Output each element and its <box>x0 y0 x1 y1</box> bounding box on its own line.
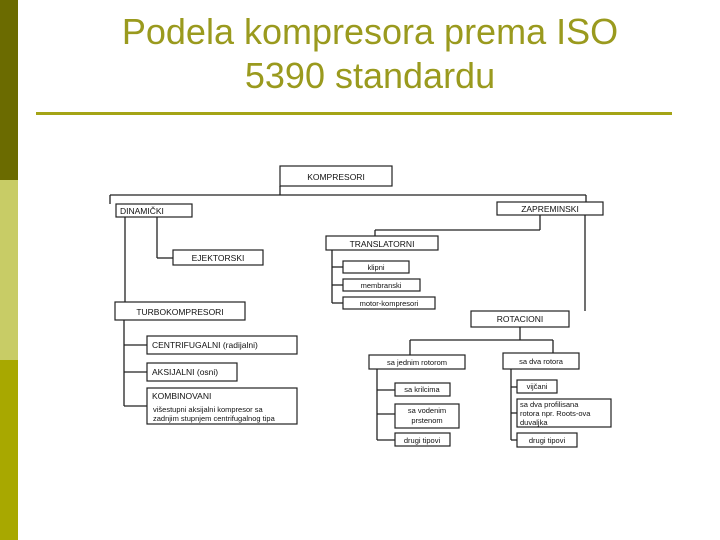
label-translatorni: TRANSLATORNI <box>349 239 415 249</box>
label-drugi-tipovi-2: drugi tipovi <box>528 436 566 445</box>
label-rotacioni: ROTACIONI <box>496 314 544 324</box>
label-zapreminski: ZAPREMINSKI <box>521 204 579 214</box>
label-jedan-rotor: sa jednim rotorom <box>386 358 448 367</box>
slide-title-line-1: Podela kompresora prema ISO <box>121 11 619 52</box>
label-vodenim-2: prstenom <box>411 416 443 425</box>
label-vijcani: vijčani <box>526 382 548 391</box>
label-profilisana-2: rotora npr. Roots-ova <box>520 409 591 418</box>
label-aksijalni: AKSIJALNI (osni) <box>152 367 219 377</box>
label-ejektorski: EJEKTORSKI <box>191 253 245 263</box>
label-motor-kompresori: motor-kompresori <box>359 299 419 308</box>
label-turbokompresori: TURBOKOMPRESORI <box>136 307 224 317</box>
label-membranski: membranski <box>360 281 402 290</box>
label-klipni: klipni <box>367 263 385 272</box>
label-profilisana-1: sa dva profilisana <box>520 400 579 409</box>
label-profilisana-3: duvaljka <box>520 418 548 427</box>
label-kompresori: KOMPRESORI <box>307 172 365 182</box>
label-dva-rotora: sa dva rotora <box>519 357 563 366</box>
label-vodenim-1: sa vodenim <box>407 406 447 415</box>
label-kombinovani-desc-2: zadnjim stupnjem centrifugalnog tipa <box>153 414 275 423</box>
slide-title-line-2: 5390 standardu <box>244 55 496 96</box>
label-krilcima: sa krilcima <box>404 385 440 394</box>
label-dinamicki: DINAMIČKI <box>120 206 164 216</box>
label-drugi-tipovi-1: drugi tipovi <box>403 436 441 445</box>
label-kombinovani: KOMBINOVANI <box>152 391 212 401</box>
label-centrifugalni: CENTRIFUGALNI (radijalni) <box>152 340 258 350</box>
label-kombinovani-desc-1: višestupni aksijalni kompresor sa <box>153 405 263 414</box>
